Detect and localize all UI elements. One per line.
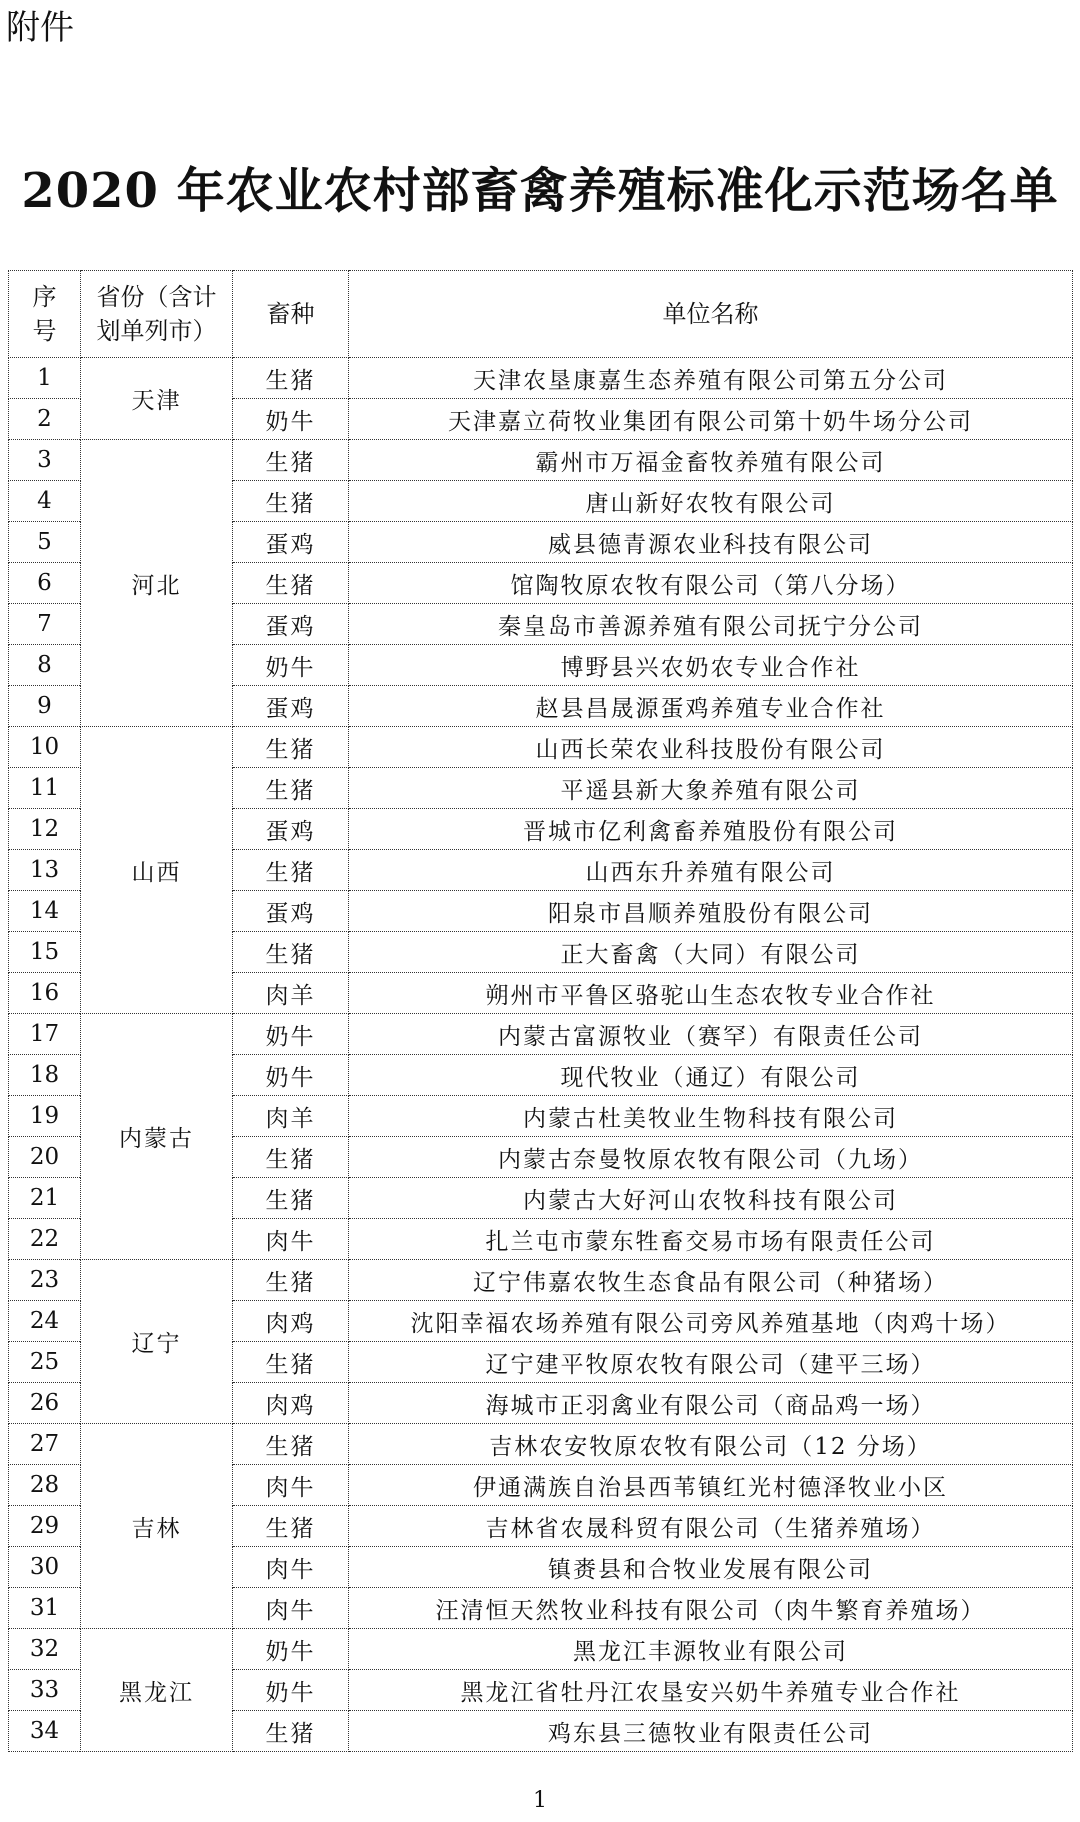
row-species: 生猪	[233, 1260, 349, 1301]
row-species: 蛋鸡	[233, 891, 349, 932]
row-species: 蛋鸡	[233, 809, 349, 850]
row-unit-name: 内蒙古富源牧业（赛罕）有限责任公司	[349, 1014, 1073, 1055]
row-species: 肉牛	[233, 1547, 349, 1588]
row-unit-name: 伊通满族自治县西苇镇红光村德泽牧业小区	[349, 1465, 1073, 1506]
row-seq: 1	[9, 358, 81, 399]
page-number: 1	[533, 1788, 547, 1813]
row-seq: 14	[9, 891, 81, 932]
row-unit-name: 山西东升养殖有限公司	[349, 850, 1073, 891]
row-species: 奶牛	[233, 399, 349, 440]
table-header-row	[9, 271, 1073, 358]
row-unit-name: 博野县兴农奶农专业合作社	[349, 645, 1073, 686]
row-seq: 9	[9, 686, 81, 727]
row-unit-name: 内蒙古杜美牧业生物科技有限公司	[349, 1096, 1073, 1137]
table-row	[9, 1014, 1073, 1055]
row-unit-name: 秦皇岛市善源养殖有限公司抚宁分公司	[349, 604, 1073, 645]
row-unit-name: 内蒙古奈曼牧原农牧有限公司（九场）	[349, 1137, 1073, 1178]
row-seq: 20	[9, 1137, 81, 1178]
row-unit-name: 辽宁伟嘉农牧生态食品有限公司（种猪场）	[349, 1260, 1073, 1301]
row-species: 生猪	[233, 727, 349, 768]
row-species: 奶牛	[233, 1055, 349, 1096]
row-species: 生猪	[233, 1178, 349, 1219]
row-province: 辽宁	[81, 1260, 233, 1424]
row-species: 蛋鸡	[233, 604, 349, 645]
row-species: 奶牛	[233, 645, 349, 686]
row-species: 蛋鸡	[233, 686, 349, 727]
row-unit-name: 赵县昌晟源蛋鸡养殖专业合作社	[349, 686, 1073, 727]
row-unit-name: 沈阳幸福农场养殖有限公司旁风养殖基地（肉鸡十场）	[349, 1301, 1073, 1342]
header-unit-name: 单位名称	[349, 271, 1073, 358]
row-unit-name: 内蒙古大好河山农牧科技有限公司	[349, 1178, 1073, 1219]
row-seq: 19	[9, 1096, 81, 1137]
table-row	[9, 1629, 1073, 1670]
row-unit-name: 镇赉县和合牧业发展有限公司	[349, 1547, 1073, 1588]
row-unit-name: 海城市正羽禽业有限公司（商品鸡一场）	[349, 1383, 1073, 1424]
row-seq: 31	[9, 1588, 81, 1629]
row-species: 生猪	[233, 1424, 349, 1465]
row-unit-name: 朔州市平鲁区骆驼山生态农牧专业合作社	[349, 973, 1073, 1014]
row-seq: 24	[9, 1301, 81, 1342]
table-row	[9, 1424, 1073, 1465]
row-seq: 32	[9, 1629, 81, 1670]
row-seq: 17	[9, 1014, 81, 1055]
row-unit-name: 威县德青源农业科技有限公司	[349, 522, 1073, 563]
table-row	[9, 440, 1073, 481]
row-seq: 22	[9, 1219, 81, 1260]
row-unit-name: 天津农垦康嘉生态养殖有限公司第五分公司	[349, 358, 1073, 399]
row-seq: 7	[9, 604, 81, 645]
demo-farm-table	[8, 270, 1073, 1752]
row-seq: 16	[9, 973, 81, 1014]
row-province: 山西	[81, 727, 233, 1014]
row-seq: 15	[9, 932, 81, 973]
row-province: 河北	[81, 440, 233, 727]
row-unit-name: 黑龙江省牡丹江农垦安兴奶牛养殖专业合作社	[349, 1670, 1073, 1711]
row-species: 生猪	[233, 768, 349, 809]
row-species: 肉羊	[233, 973, 349, 1014]
row-province: 黑龙江	[81, 1629, 233, 1752]
row-unit-name: 正大畜禽（大同）有限公司	[349, 932, 1073, 973]
row-unit-name: 阳泉市昌顺养殖股份有限公司	[349, 891, 1073, 932]
row-province: 吉林	[81, 1424, 233, 1629]
row-species: 肉鸡	[233, 1301, 349, 1342]
row-unit-name: 黑龙江丰源牧业有限公司	[349, 1629, 1073, 1670]
row-species: 生猪	[233, 1342, 349, 1383]
row-seq: 29	[9, 1506, 81, 1547]
row-species: 肉牛	[233, 1219, 349, 1260]
row-species: 奶牛	[233, 1629, 349, 1670]
row-seq: 8	[9, 645, 81, 686]
row-species: 生猪	[233, 1137, 349, 1178]
table-row	[9, 1260, 1073, 1301]
row-species: 生猪	[233, 932, 349, 973]
row-seq: 21	[9, 1178, 81, 1219]
row-species: 奶牛	[233, 1670, 349, 1711]
row-unit-name: 晋城市亿利禽畜养殖股份有限公司	[349, 809, 1073, 850]
row-seq: 25	[9, 1342, 81, 1383]
row-seq: 5	[9, 522, 81, 563]
row-species: 奶牛	[233, 1014, 349, 1055]
row-seq: 4	[9, 481, 81, 522]
row-seq: 2	[9, 399, 81, 440]
document-title: 2020 年农业农村部畜禽养殖标准化示范场名单	[21, 163, 1059, 219]
row-species: 肉鸡	[233, 1383, 349, 1424]
row-seq: 12	[9, 809, 81, 850]
row-unit-name: 扎兰屯市蒙东牲畜交易市场有限责任公司	[349, 1219, 1073, 1260]
header-seq: 序号	[9, 271, 81, 358]
table-body	[9, 358, 1073, 1752]
row-species: 生猪	[233, 1711, 349, 1752]
row-seq: 30	[9, 1547, 81, 1588]
header-species: 畜种	[233, 271, 349, 358]
header-province: 省份（含计划单列市）	[81, 271, 233, 358]
row-species: 生猪	[233, 440, 349, 481]
row-seq: 13	[9, 850, 81, 891]
row-species: 生猪	[233, 358, 349, 399]
row-unit-name: 吉林省农晟科贸有限公司（生猪养殖场）	[349, 1506, 1073, 1547]
row-unit-name: 现代牧业（通辽）有限公司	[349, 1055, 1073, 1096]
row-seq: 27	[9, 1424, 81, 1465]
row-species: 蛋鸡	[233, 522, 349, 563]
row-species: 生猪	[233, 481, 349, 522]
row-seq: 23	[9, 1260, 81, 1301]
row-unit-name: 平遥县新大象养殖有限公司	[349, 768, 1073, 809]
row-unit-name: 霸州市万福金畜牧养殖有限公司	[349, 440, 1073, 481]
row-unit-name: 唐山新好农牧有限公司	[349, 481, 1073, 522]
row-unit-name: 鸡东县三德牧业有限责任公司	[349, 1711, 1073, 1752]
table-row	[9, 358, 1073, 399]
row-seq: 11	[9, 768, 81, 809]
row-seq: 6	[9, 563, 81, 604]
row-seq: 18	[9, 1055, 81, 1096]
row-species: 肉牛	[233, 1465, 349, 1506]
row-unit-name: 山西长荣农业科技股份有限公司	[349, 727, 1073, 768]
row-unit-name: 馆陶牧原农牧有限公司（第八分场）	[349, 563, 1073, 604]
row-unit-name: 汪清恒天然牧业科技有限公司（肉牛繁育养殖场）	[349, 1588, 1073, 1629]
row-unit-name: 吉林农安牧原农牧有限公司（12 分场）	[349, 1424, 1073, 1465]
row-seq: 34	[9, 1711, 81, 1752]
row-seq: 26	[9, 1383, 81, 1424]
row-seq: 33	[9, 1670, 81, 1711]
row-province: 天津	[81, 358, 233, 440]
row-seq: 28	[9, 1465, 81, 1506]
row-seq: 3	[9, 440, 81, 481]
attachment-label: 附件	[6, 8, 74, 48]
table-row	[9, 727, 1073, 768]
row-province: 内蒙古	[81, 1014, 233, 1260]
row-species: 肉羊	[233, 1096, 349, 1137]
row-species: 肉牛	[233, 1588, 349, 1629]
row-species: 生猪	[233, 850, 349, 891]
row-species: 生猪	[233, 1506, 349, 1547]
row-unit-name: 辽宁建平牧原农牧有限公司（建平三场）	[349, 1342, 1073, 1383]
row-unit-name: 天津嘉立荷牧业集团有限公司第十奶牛场分公司	[349, 399, 1073, 440]
row-species: 生猪	[233, 563, 349, 604]
row-seq: 10	[9, 727, 81, 768]
